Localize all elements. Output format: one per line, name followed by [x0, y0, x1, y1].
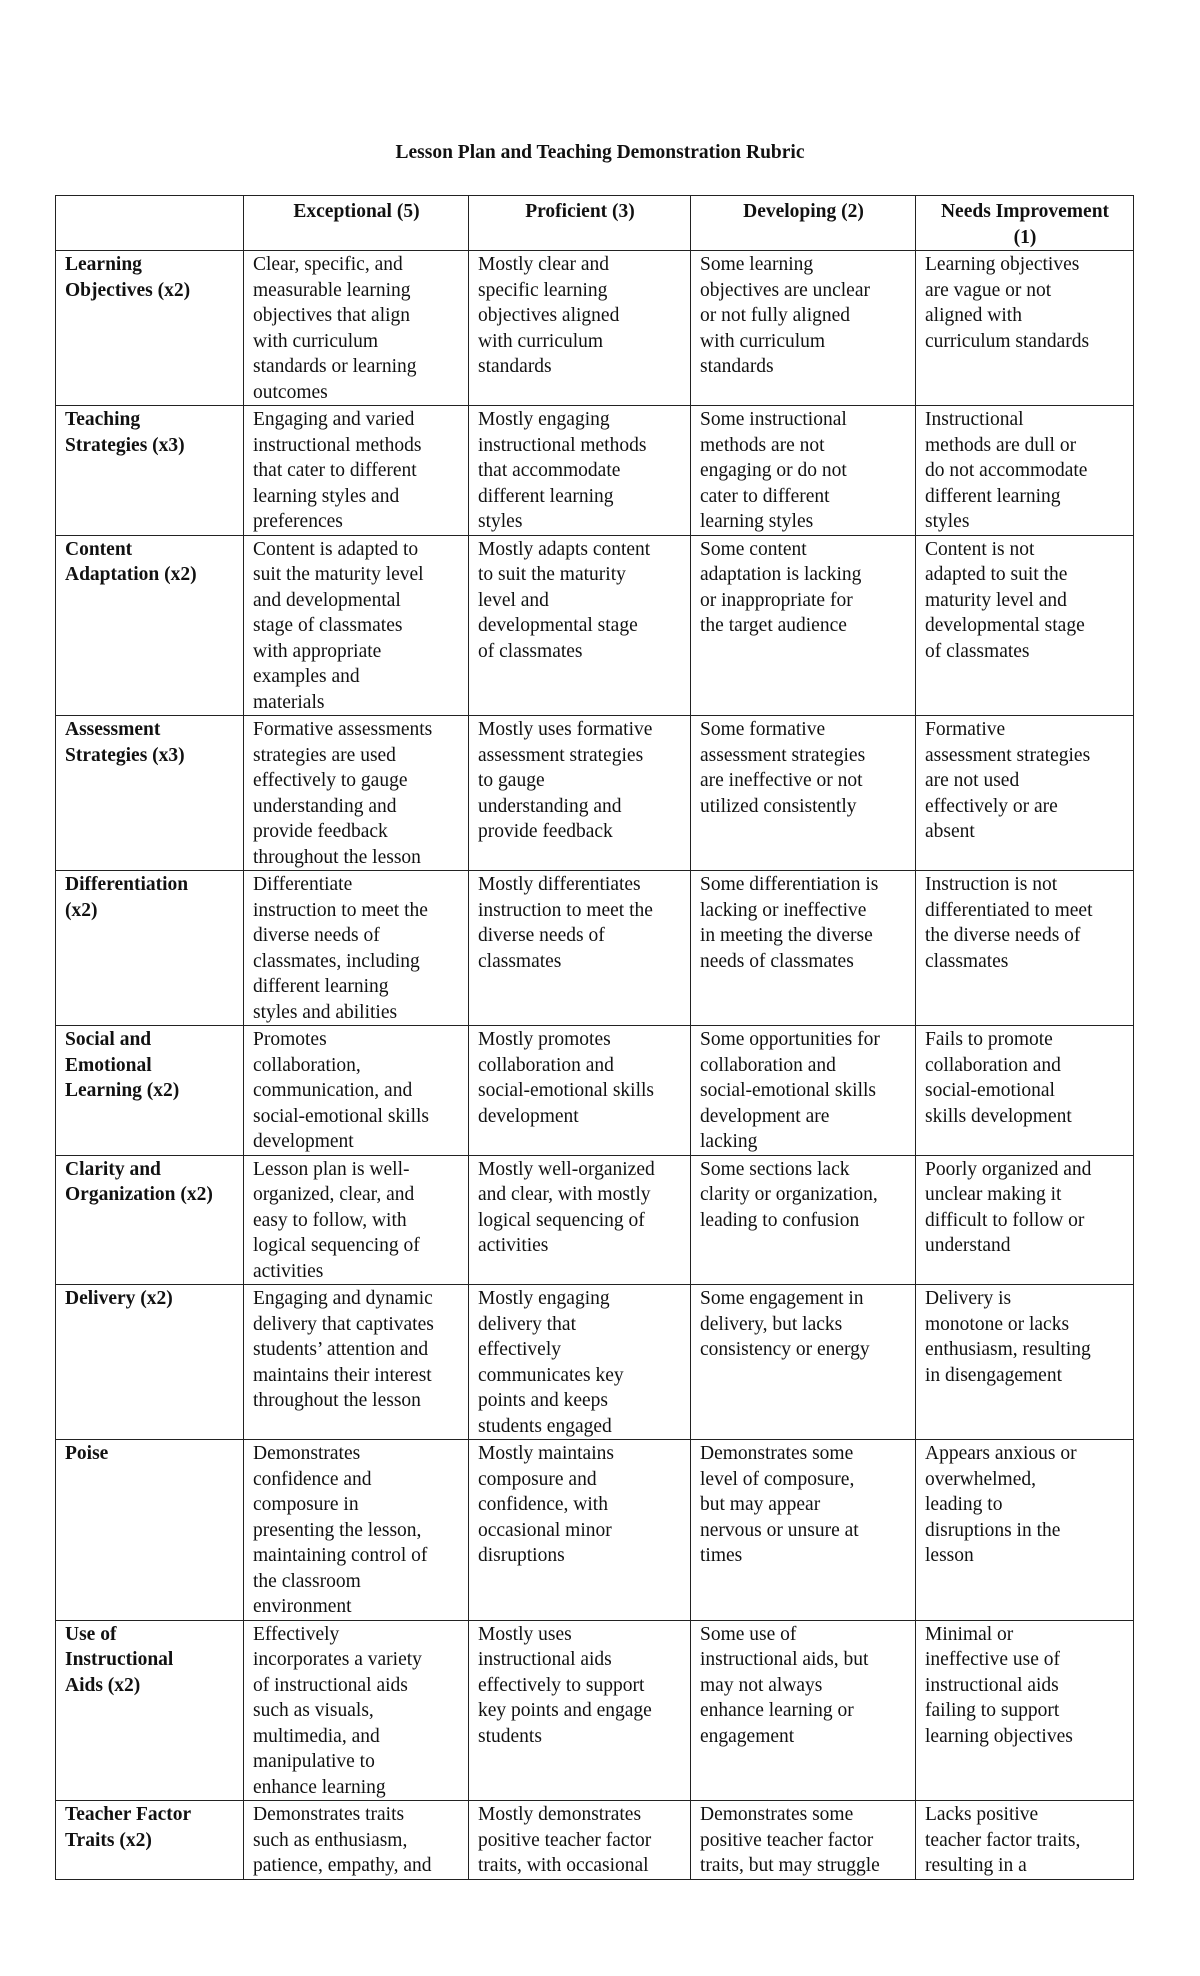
exceptional-cell: Content is adapted to suit the maturity level and developmental stage of classmates with appropriate examples and materials — [244, 535, 469, 716]
needs-improvement-cell: Delivery is monotone or lacks enthusiasm, resulting in disengagement — [916, 1285, 1134, 1440]
criterion-label: Poise — [56, 1440, 244, 1621]
criterion-label: Use of Instructional Aids (x2) — [56, 1620, 244, 1801]
needs-improvement-cell: Learning objectives are vague or not aligned with curriculum standards — [916, 251, 1134, 406]
needs-improvement-cell: Instructional methods are dull or do not accommodate different learning styles — [916, 406, 1134, 536]
exceptional-cell: Engaging and dynamic delivery that captivates students’ attention and maintains their interest throughout the lesson — [244, 1285, 469, 1440]
proficient-cell: Mostly uses instructional aids effectively to support key points and engage students — [469, 1620, 691, 1801]
criterion-label: Teaching Strategies (x3) — [56, 406, 244, 536]
developing-cell: Some content adaptation is lacking or inappropriate for the target audience — [691, 535, 916, 716]
page-title: Lesson Plan and Teaching Demonstration Rubric — [395, 142, 805, 163]
rubric-row — [56, 1620, 1134, 1801]
rubric-table — [55, 195, 1134, 1880]
exceptional-cell: Engaging and varied instructional methods that cater to different learning styles and preferences — [244, 406, 469, 536]
criterion-label: Delivery (x2) — [56, 1285, 244, 1440]
rubric-row — [56, 716, 1134, 871]
rubric-row — [56, 1285, 1134, 1440]
exceptional-cell: Lesson plan is well- organized, clear, and easy to follow, with logical sequencing of activities — [244, 1155, 469, 1285]
developing-cell: Some engagement in delivery, but lacks consistency or energy — [691, 1285, 916, 1440]
header-row — [56, 196, 1134, 251]
rubric-row — [56, 406, 1134, 536]
proficient-cell: Mostly adapts content to suit the maturity level and developmental stage of classmates — [469, 535, 691, 716]
criterion-label: Assessment Strategies (x3) — [56, 716, 244, 871]
exceptional-cell: Formative assessments strategies are used effectively to gauge understanding and provide feedback throughout the lesson — [244, 716, 469, 871]
criterion-label: Learning Objectives (x2) — [56, 251, 244, 406]
criterion-label: Differentiation (x2) — [56, 871, 244, 1026]
developing-cell: Demonstrates some positive teacher factor traits, but may struggle — [691, 1801, 916, 1880]
developing-cell: Some learning objectives are unclear or not fully aligned with curriculum standards — [691, 251, 916, 406]
developing-cell: Some use of instructional aids, but may not always enhance learning or engagement — [691, 1620, 916, 1801]
criterion-label: Clarity and Organization (x2) — [56, 1155, 244, 1285]
proficient-cell: Mostly demonstrates positive teacher factor traits, with occasional — [469, 1801, 691, 1880]
needs-improvement-cell: Appears anxious or overwhelmed, leading to disruptions in the lesson — [916, 1440, 1134, 1621]
header-developing: Developing (2) — [691, 196, 916, 251]
proficient-cell: Mostly clear and specific learning objectives aligned with curriculum standards — [469, 251, 691, 406]
rubric-row — [56, 1801, 1134, 1880]
rubric-row — [56, 1026, 1134, 1156]
proficient-cell: Mostly engaging instructional methods that accommodate different learning styles — [469, 406, 691, 536]
rubric-row — [56, 535, 1134, 716]
proficient-cell: Mostly promotes collaboration and social-emotional skills development — [469, 1026, 691, 1156]
rubric-row — [56, 1155, 1134, 1285]
rubric-row — [56, 871, 1134, 1026]
needs-improvement-cell: Instruction is not differentiated to meet the diverse needs of classmates — [916, 871, 1134, 1026]
exceptional-cell: Effectively incorporates a variety of instructional aids such as visuals, multimedia, and manipulative to enhance learning — [244, 1620, 469, 1801]
proficient-cell: Mostly differentiates instruction to meet the diverse needs of classmates — [469, 871, 691, 1026]
developing-cell: Some sections lack clarity or organization, leading to confusion — [691, 1155, 916, 1285]
developing-cell: Some instructional methods are not engaging or do not cater to different learning styles — [691, 406, 916, 536]
header-proficient: Proficient (3) — [469, 196, 691, 251]
needs-improvement-cell: Formative assessment strategies are not used effectively or are absent — [916, 716, 1134, 871]
proficient-cell: Mostly uses formative assessment strategies to gauge understanding and provide feedback — [469, 716, 691, 871]
header-needs-improvement: Needs Improvement (1) — [916, 196, 1134, 251]
needs-improvement-cell: Minimal or ineffective use of instructional aids failing to support learning objectives — [916, 1620, 1134, 1801]
developing-cell: Some formative assessment strategies are ineffective or not utilized consistently — [691, 716, 916, 871]
needs-improvement-cell: Fails to promote collaboration and social-emotional skills development — [916, 1026, 1134, 1156]
criterion-label: Social and Emotional Learning (x2) — [56, 1026, 244, 1156]
exceptional-cell: Clear, specific, and measurable learning objectives that align with curriculum standards or learning outcomes — [244, 251, 469, 406]
rubric-row — [56, 251, 1134, 406]
developing-cell: Some opportunities for collaboration and social-emotional skills development are lacking — [691, 1026, 916, 1156]
exceptional-cell: Promotes collaboration, communication, and social-emotional skills development — [244, 1026, 469, 1156]
criterion-label: Content Adaptation (x2) — [56, 535, 244, 716]
needs-improvement-cell: Content is not adapted to suit the maturity level and developmental stage of classmates — [916, 535, 1134, 716]
proficient-cell: Mostly maintains composure and confidence, with occasional minor disruptions — [469, 1440, 691, 1621]
header-criterion — [56, 196, 244, 251]
needs-improvement-cell: Poorly organized and unclear making it difficult to follow or understand — [916, 1155, 1134, 1285]
proficient-cell: Mostly engaging delivery that effectively communicates key points and keeps students engaged — [469, 1285, 691, 1440]
exceptional-cell: Differentiate instruction to meet the diverse needs of classmates, including different learning styles and abilities — [244, 871, 469, 1026]
header-exceptional: Exceptional (5) — [244, 196, 469, 251]
developing-cell: Demonstrates some level of composure, but may appear nervous or unsure at times — [691, 1440, 916, 1621]
criterion-label: Teacher Factor Traits (x2) — [56, 1801, 244, 1880]
exceptional-cell: Demonstrates confidence and composure in presenting the lesson, maintaining control of the classroom environment — [244, 1440, 469, 1621]
exceptional-cell: Demonstrates traits such as enthusiasm, patience, empathy, and — [244, 1801, 469, 1880]
rubric-row — [56, 1440, 1134, 1621]
proficient-cell: Mostly well-organized and clear, with mostly logical sequencing of activities — [469, 1155, 691, 1285]
needs-improvement-cell: Lacks positive teacher factor traits, resulting in a — [916, 1801, 1134, 1880]
developing-cell: Some differentiation is lacking or ineffective in meeting the diverse needs of classmates — [691, 871, 916, 1026]
